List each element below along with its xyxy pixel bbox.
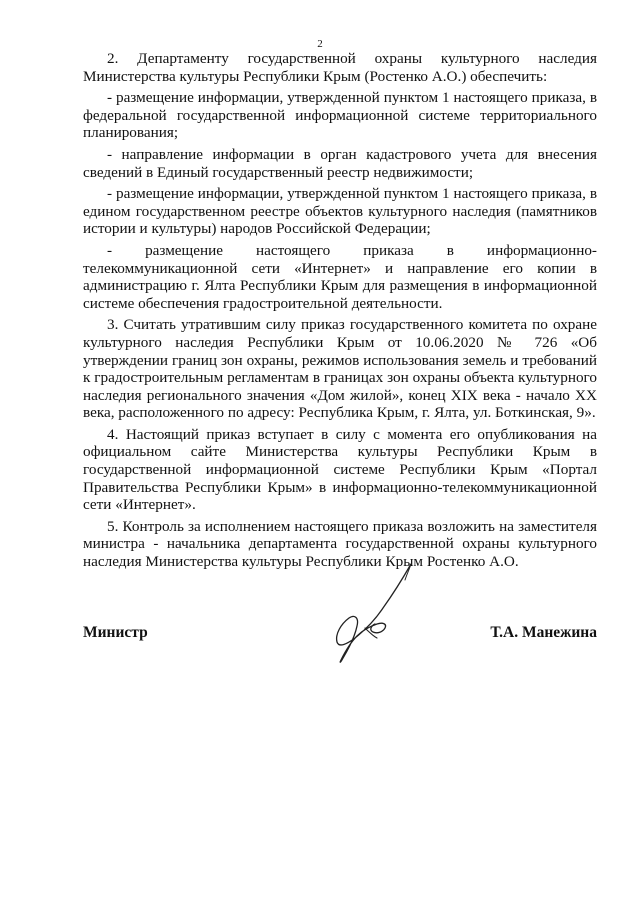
paragraph-item-2: 2. Департаменту государственной охраны культурного наследия Министерства культуры Республики Крым (Ростенко А.О.) обеспечить: — [83, 50, 597, 85]
order-body — [83, 50, 597, 575]
paragraph-bullet-internet: - размещение настоящего приказа в информационно-телекоммуникационной сети «Интернет» и направление его копии в администрацию г. Ялта Республики Крым для размещения в информационной системе обеспечения градостроительной деятельности. — [83, 241, 597, 312]
paragraph-item-3: 3. Считать утратившим силу приказ государственного комитета по охране культурного наследия Республики Крым от 10.06.2020 № 726 «Об утверждении границ зон охраны, режимов использования земель и требований к градостроительным регламентам в границах зон охраны объекта культурного наследия регионального значения «Дом жилой», конец XIX века - начало XX века, расположенного по адресу: Республика Крым, г. Ялта, ул. Боткинская, 9». — [83, 316, 597, 422]
signatory-name: Т.А. Манежина — [490, 624, 597, 641]
paragraph-bullet-territorial-planning: - размещение информации, утвержденной пунктом 1 настоящего приказа, в федеральной государственной информационной системе территориального планирования; — [83, 89, 597, 142]
handwritten-signature — [311, 560, 431, 670]
paragraph-bullet-cadastral: - направление информации в орган кадастрового учета для внесения сведений в Единый государственный реестр недвижимости; — [83, 145, 597, 181]
paragraph-bullet-heritage-registry: - размещение информации, утвержденной пунктом 1 настоящего приказа, в едином государственном реестре объектов культурного наследия (памятников истории и культуры) народов Российской Федерации; — [83, 185, 597, 238]
signature-block — [83, 560, 597, 670]
paragraph-item-4: 4. Настоящий приказ вступает в силу с момента его опубликования на официальном сайте Министерства культуры Республики Крым в государственной информационной системе Республики Крым «Портал Правительства Республики Крым» в информационно-телекоммуникационной сети «Интернет». — [83, 425, 597, 514]
signatory-title: Министр — [83, 624, 148, 641]
page-number: 2 — [317, 38, 323, 50]
paragraph-item-5: 5. Контроль за исполнением настоящего приказа возложить на заместителя министра - начальника департамента государственной охраны культурного наследия Министерства культуры Республики Крым Ростенко А.О. — [83, 517, 597, 571]
